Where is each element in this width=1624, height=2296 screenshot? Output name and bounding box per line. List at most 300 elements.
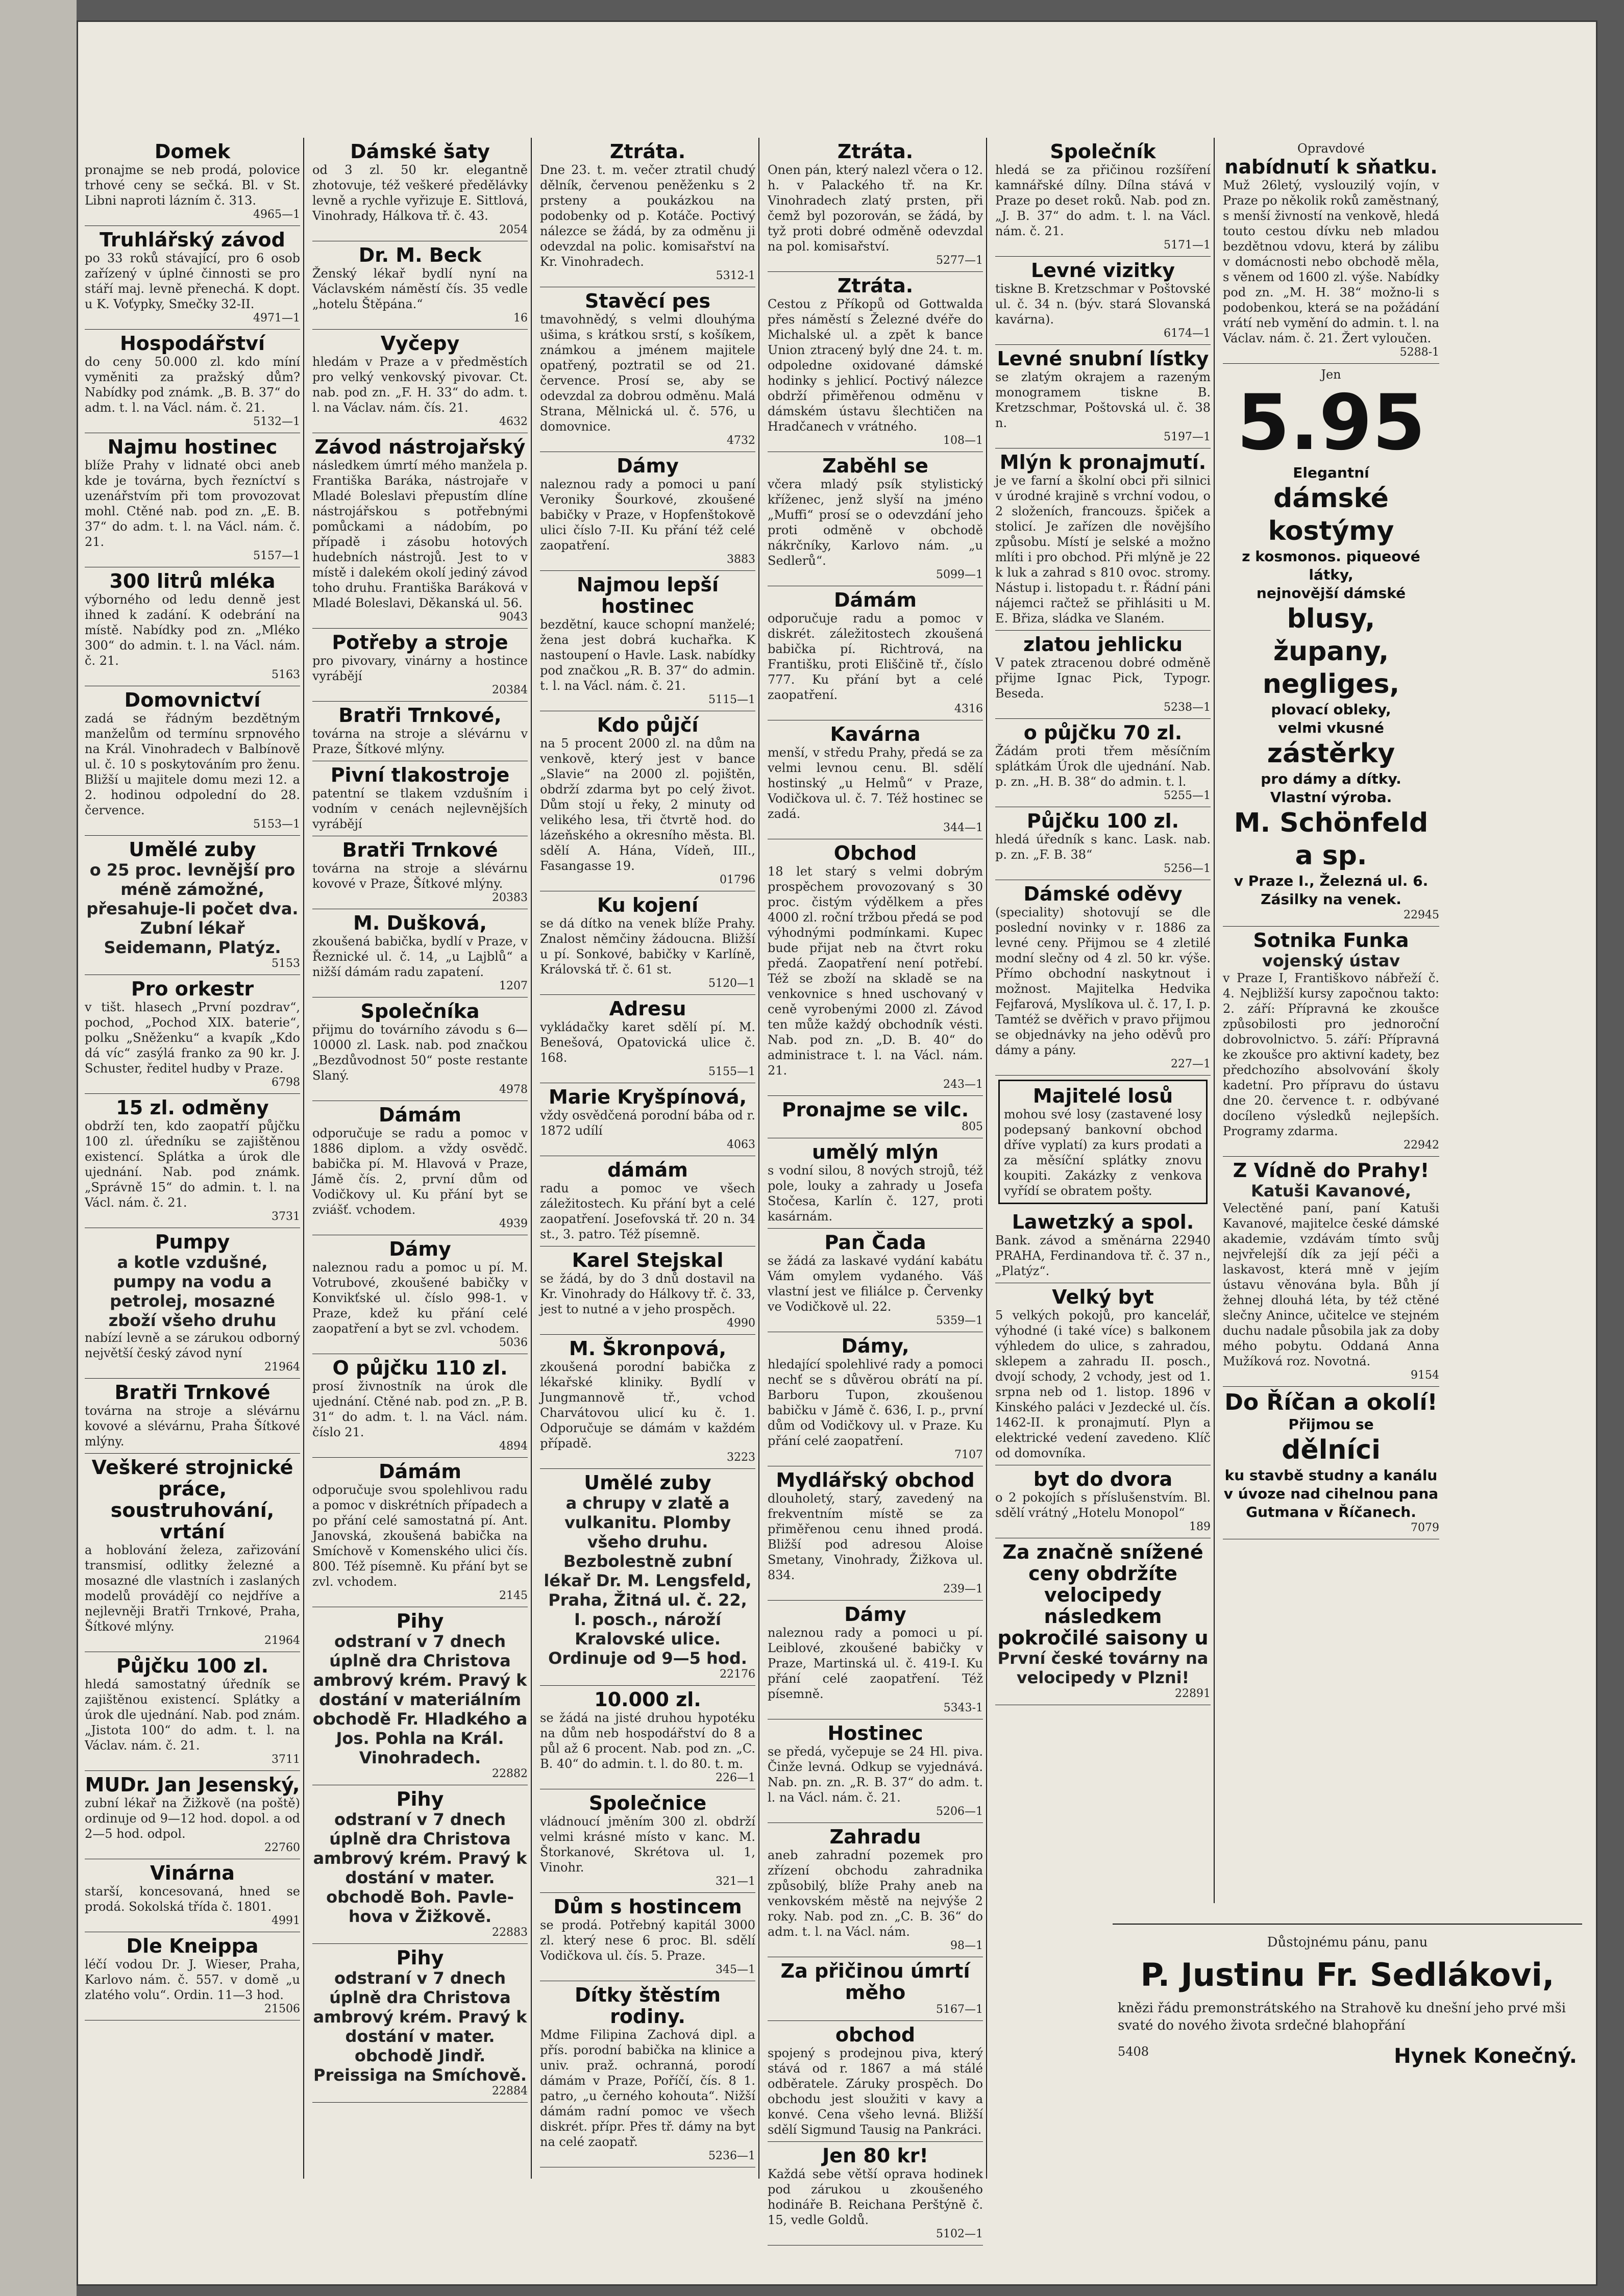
ad-display-line: v Praze I., Železná ul. 6. bbox=[1234, 872, 1429, 889]
ad-number: 3731 bbox=[272, 1210, 300, 1223]
classified-ad bbox=[312, 997, 528, 1101]
ad-number: 4063 bbox=[727, 1138, 755, 1151]
ad-headline: Závod nástrojařský bbox=[314, 436, 526, 458]
ad-number: 5115—1 bbox=[708, 693, 755, 706]
ad-headline: dámám bbox=[607, 1159, 688, 1181]
classified-ad bbox=[540, 452, 755, 571]
ad-headline: 15 zl. odměny bbox=[116, 1096, 269, 1119]
ad-headline: Najmu hostinec bbox=[107, 436, 278, 458]
ad-number: 4894 bbox=[499, 1440, 528, 1453]
ad-body-bold: vojenský ústav bbox=[1262, 951, 1400, 970]
dedication-name: P. Justinu Fr. Sedlákovi, bbox=[1140, 1956, 1555, 1993]
ad-number: 4991 bbox=[272, 1914, 300, 1927]
classified-ad bbox=[995, 880, 1211, 1076]
ad-number: 239—1 bbox=[943, 1583, 983, 1595]
ad-body: se prodá. Potřebný kapitál 3000 zl. který nese 6 proc. Bl. sdělí Vodičkova ul. čís. 5. Praze. bbox=[540, 1918, 755, 1963]
ad-number: 5206—1 bbox=[936, 1805, 983, 1818]
classified-ad bbox=[312, 1101, 528, 1235]
ad-headline: O půjčku 110 zl. bbox=[332, 1357, 508, 1379]
ad-number: 226—1 bbox=[716, 1771, 755, 1784]
classified-ad bbox=[768, 272, 983, 452]
ad-headline: Společnice bbox=[588, 1792, 707, 1814]
ad-body-bold: odstraní v 7 dnech úplně dra Christova ambrový krém. Pravý k dostání v mater. obchodě Boh. Pavle-hova v Žižkově. bbox=[313, 1810, 527, 1926]
ad-body-bold: o 25 proc. levnější pro méně zámožné, přesahuje-li počet dva. Zubní lékař Seidemann, Platýz. bbox=[86, 860, 299, 957]
ad-number: 345—1 bbox=[716, 1963, 755, 1976]
classified-ad bbox=[768, 1823, 983, 1957]
classified-ad bbox=[768, 1719, 983, 1823]
ad-number: 9043 bbox=[499, 611, 528, 623]
classified-ad bbox=[540, 891, 755, 995]
ad-body-bold: odstraní v 7 dnech úplně dra Christova ambrový krém. Pravý k dostání v mater. obchodě Jindř. Preissiga na Smíchově. bbox=[313, 1968, 527, 2085]
ad-body: naleznou rady a pomoci u paní Veroniky Šourkové, zkoušené babičky v Praze, v Hopfenštokově ulici číslo 7-II. Ku přání též celé zaopatření. bbox=[540, 477, 755, 553]
ad-body: se žádá za laskavé vydání kabátu Vám omylem vydaného. Váš vlastní jest ve filiálce p. Červenky ve Vodičkově ul. 22. bbox=[768, 1254, 983, 1314]
ad-display-line: Zásilky na venek. bbox=[1261, 891, 1401, 908]
ad-number: 16 bbox=[513, 312, 528, 325]
ad-body-bold: První české továrny na velocipedy v Plzni! bbox=[997, 1649, 1209, 1687]
ad-number: 5157—1 bbox=[253, 550, 300, 562]
ad-headline: Ztráta. bbox=[609, 140, 686, 163]
ad-headline: Vyčepy bbox=[380, 332, 460, 355]
classified-ad bbox=[85, 433, 300, 567]
ad-headline: Pro orkestr bbox=[131, 978, 254, 1000]
ad-headline: 5.95 bbox=[1236, 379, 1426, 467]
classified-ad bbox=[540, 571, 755, 711]
classified-ad bbox=[768, 2021, 983, 2142]
column-4 bbox=[765, 138, 987, 2240]
ad-display-line: nejnovější dámské bbox=[1256, 585, 1406, 602]
ad-number: 108—1 bbox=[943, 434, 983, 447]
classified-ad bbox=[1223, 138, 1439, 364]
ad-body-bold: Katuši Kavanové, bbox=[1251, 1181, 1411, 1201]
ad-display-line: zástěrky bbox=[1267, 738, 1395, 769]
ad-number: 5343-1 bbox=[943, 1702, 983, 1714]
ad-headline: Domovnictví bbox=[124, 689, 261, 711]
ad-body: výborného od ledu denně jest ihned k zadání. K odebrání na místě. Nabídky pod zn. „Mléko 300“ do admin. t. l. na Václ. nám. č. 21. bbox=[85, 592, 300, 668]
classified-ad bbox=[85, 567, 300, 686]
ad-display-line: ku stavbě studny a kanálu v úvoze nad cihelnou pana Gutmana v Říčanech. bbox=[1223, 1467, 1439, 1520]
ad-number: 1207 bbox=[499, 980, 528, 992]
ad-headline: Hostinec bbox=[827, 1722, 923, 1744]
classified-ad bbox=[85, 1771, 300, 1859]
ad-number: 6798 bbox=[272, 1076, 300, 1089]
ad-headline: Lawetzký a spol. bbox=[1012, 1211, 1194, 1233]
ad-body: odporučuje se radu a pomoc v 1886 diplom. a vždy osvědč. babička pí. M. Hlavová v Praze, Jámě čís. 2, první dům od Vodičkovy ul. Ku přání byt se zviášť. vchodem. bbox=[312, 1126, 528, 1217]
ad-number: 243—1 bbox=[943, 1078, 983, 1091]
ad-headline: Domek bbox=[154, 140, 231, 163]
classified-ad bbox=[995, 1538, 1211, 1705]
ad-body: vždy osvědčená porodní bába od r. 1872 udílí bbox=[540, 1108, 755, 1138]
ad-number: 22882 bbox=[492, 1767, 528, 1780]
ad-body: hledám v Praze a v předměstích pro velký venkovský pivovar. Ct. nab. pod zn. „F. H. 33“ do adm. t. l. na Václav. nám. čís. 21. bbox=[312, 355, 528, 415]
ad-body: 18 let starý s velmi dobrým prospěchem provozovaný s 30 proc. čistým výdělkem a přes 4000 zl. roční tržbou předá se pod výhodnými podmínkami. Kupec bude přijat neb na čtvrt roku předá. Zaopatření není potřebí. Též se zboží na skladě se na venkovnice s hned uschovaný v ceně vyrobenými 2000 zl. Závod ten může každý obchodník vésti. Nab. pod zn. „D. B. 40“ do administrace t. l. na Václ. nám. 21. bbox=[768, 864, 983, 1078]
column-6 bbox=[1220, 138, 1442, 1903]
ad-headline: Pumpy bbox=[155, 1231, 230, 1253]
ad-headline: Hospodářství bbox=[120, 332, 265, 355]
ad-body: 5 velkých pokojů, pro kancelář, výhodné (i také více) s balkonem výhledem do ulice, s zahradou, sklepem a zahradu II. posch., dvojí schody, 2 vchody, jest od 1. srpna neb od 1. listop. 1896 v Kinského paláci v Jezdecké ul. čís. 1462-II. k pronajmutí. Plyn a elektrické vedení zavedeno. Klíč od domovníka. bbox=[995, 1308, 1211, 1460]
dedication-signature: Hynek Konečný. bbox=[1394, 2044, 1577, 2068]
classified-ad bbox=[768, 138, 983, 272]
ad-number: 5255—1 bbox=[1164, 789, 1211, 802]
ad-headline: Dámy bbox=[617, 455, 679, 477]
ad-number: 5153—1 bbox=[253, 818, 300, 831]
ad-body: starší, koncesovaná, hned se prodá. Sokolská třída č. 1801. bbox=[85, 1884, 300, 1914]
ad-headline: Pihy bbox=[396, 1610, 444, 1632]
ad-headline: Marie Kryšpínová, bbox=[548, 1086, 747, 1108]
ad-headline: Bratři Trnkové bbox=[114, 1381, 270, 1404]
ad-headline: Bratři Trnkové bbox=[342, 839, 498, 861]
classified-ad bbox=[540, 1156, 755, 1246]
ad-number: 4990 bbox=[727, 1317, 755, 1330]
ad-headline: Levné snubní lístky bbox=[997, 347, 1209, 370]
ad-number: 22891 bbox=[1175, 1687, 1211, 1700]
ad-body: V patek ztracenou dobré odměně přijme Ignac Pick, Typogr. Beseda. bbox=[995, 656, 1211, 701]
ad-body: hledá se za přičinou rozšíření kamnářské dílny. Dílna stává v Praze po deset roků. Nab. pod zn. „J. B. 37“ do adm. t. l. na Václ. nám. č. 21. bbox=[995, 163, 1211, 238]
classified-ad bbox=[312, 1944, 528, 2103]
ad-number: 20384 bbox=[492, 684, 528, 696]
ad-body: nabízí levně a se zárukou odborný největší český závod nyní bbox=[85, 1331, 300, 1360]
ad-prefix: Jen bbox=[1321, 367, 1341, 382]
ad-headline: Bratři Trnkové, bbox=[338, 704, 502, 727]
classified-ad bbox=[995, 1283, 1211, 1465]
ad-headline: Dámy bbox=[844, 1603, 906, 1626]
classified-ad bbox=[540, 711, 755, 891]
ad-display-line: plovací obleky, bbox=[1271, 701, 1391, 718]
classified-ad bbox=[312, 1235, 528, 1354]
ad-headline: Levné vizitky bbox=[1031, 259, 1175, 282]
ad-number: 7079 bbox=[1411, 1521, 1439, 1534]
ad-headline: Ztráta. bbox=[837, 274, 914, 297]
ad-headline: Pihy bbox=[396, 1946, 444, 1969]
classified-ad bbox=[768, 1332, 983, 1466]
classified-ad bbox=[1223, 1157, 1439, 1387]
ad-headline: Mlýn k pronajmutí. bbox=[999, 451, 1207, 473]
ad-display-line: blusy, bbox=[1287, 604, 1375, 634]
ad-body: továrna na stroje a slévárnu kovové a slévárnu, Praha Šítkové mlýny. bbox=[85, 1404, 300, 1449]
ad-body: hledá samostatný úředník se zajištěnou existencí. Splátky a úrok dle ujednání. Nab. pod znám. „Jistota 100“ do adm. t. l. na Václav. nám. č. 21. bbox=[85, 1677, 300, 1753]
ad-body: naleznou radu a pomoc u pí. M. Votrubové, zkoušené babičky v Konvikťské ul. číslo 998-1. v Praze, kdež ku přání celé zaopatření a byt se zvl. vchodem. bbox=[312, 1260, 528, 1336]
ad-body: včera mladý psík stylistický kříženec, jenž slyší na jméno „Muffi“ prosí se o odevzdání jeho proti odměně v obchodě nákrčníky, Karlovo nám. „u Sedlerů“. bbox=[768, 477, 983, 568]
classified-ad bbox=[312, 138, 528, 241]
classified-ad bbox=[540, 1789, 755, 1893]
ad-number: 5256—1 bbox=[1164, 862, 1211, 875]
classified-ad bbox=[85, 1652, 300, 1771]
ad-headline: Dámám bbox=[833, 589, 917, 611]
ad-headline: Společník bbox=[1050, 140, 1156, 163]
ad-display-line: z kosmonos. piqueové látky, bbox=[1242, 548, 1420, 583]
classified-ad bbox=[998, 1080, 1208, 1204]
classified-ad bbox=[85, 1859, 300, 1932]
ad-headline: byt do dvora bbox=[1033, 1468, 1173, 1490]
ad-number: 5197—1 bbox=[1164, 431, 1211, 443]
ad-number: 98—1 bbox=[950, 1939, 983, 1952]
ad-headline: Půjčku 100 zl. bbox=[1026, 810, 1179, 832]
classified-ad bbox=[312, 433, 528, 629]
ad-headline: Dámám bbox=[378, 1460, 462, 1483]
column-2 bbox=[309, 138, 532, 2179]
dedication-text: knězi řádu premonstrátského na Strahově ku dnešní jeho prvé mši svaté do nového života srdečné blahopřání bbox=[1118, 2001, 1566, 2033]
ad-body: zkoušená porodní babička z lékařské kliniky. Bydlí v Jungmannově tř., vchod Charvátovou ulicí ku č. 1. Odporučuje se dámám v každém případě. bbox=[540, 1360, 755, 1451]
ad-number: 21964 bbox=[264, 1361, 300, 1374]
classified-ad bbox=[312, 1785, 528, 1944]
ad-number: 321—1 bbox=[716, 1875, 755, 1888]
ad-headline: Z Vídně do Prahy! bbox=[1233, 1159, 1430, 1182]
classified-ad bbox=[995, 719, 1211, 807]
ad-body: Žádám proti třem měsíčním splátkám Úrok dle ujednání. Nab. p. zn. „H. B. 38“ do admin. t. l. bbox=[995, 744, 1211, 789]
classified-ad bbox=[768, 452, 983, 586]
ad-body: o 2 pokojích s příslušenstvím. Bl. sdělí vrátný „Hotelu Monopol“ bbox=[995, 1490, 1211, 1520]
ad-number: 20383 bbox=[492, 891, 528, 904]
dedication-line1: Důstojnému pánu, panu bbox=[1267, 1935, 1428, 1950]
column-3 bbox=[537, 138, 759, 2179]
ad-body: Každá sebe větší oprava hodinek pod zárukou u zkoušeného hodináře B. Reichana Perštýně č. 15, vedle Goldů. bbox=[768, 2167, 983, 2227]
ad-body: a hoblování železa, zařizování transmisí, odlitky železné a mosazné dle vlastních i zaslaných modelů provádějí co nejdříve a nejlevněji Bratři Trnkové, Praha, Šítkové mlýny. bbox=[85, 1543, 300, 1634]
classified-ad bbox=[540, 287, 755, 452]
ad-headline: Majitelé losů bbox=[1032, 1085, 1173, 1107]
classified-ad bbox=[995, 448, 1211, 631]
ad-headline: Do Říčan a okolí! bbox=[1224, 1389, 1438, 1415]
ad-prefix: Opravdové bbox=[1297, 141, 1365, 156]
newspaper-page bbox=[77, 20, 1597, 2286]
ad-headline: nabídnutí k sňatku. bbox=[1224, 156, 1438, 178]
ad-display-line: Vlastní výroba. bbox=[1270, 789, 1392, 806]
ad-number: 5153 bbox=[272, 957, 300, 970]
ad-headline: Společníka bbox=[360, 1000, 480, 1022]
classified-ad bbox=[768, 1466, 983, 1601]
ad-body: se žádá na jisté druhou hypotéku na dům neb hospodářství do 8 a půl až 6 procent. Nab. pod zn. „C. B. 40“ do admin. t. l. do 80. t. m. bbox=[540, 1711, 755, 1771]
ad-body: Mdme Filipina Zachová dipl. a přís. porodní babička na klinice a univ. praž. ochranná, porodí dámám v Praze, Poříčí, čís. 8 1. patro, „u černého kohouta“. Nižší dámám radní pomoc ve všech diskrét. přípr. Přes tř. dámy na byt na celé zaopatř. bbox=[540, 2028, 755, 2149]
ad-headline: Za značně snížené ceny obdržíte velocipedy následkem pokročilé saisony u bbox=[997, 1541, 1209, 1649]
ad-headline: Pronajme se vilc. bbox=[781, 1099, 969, 1121]
ad-body: tiskne B. Kretzschmar v Poštovské ul. č. 34 n. (býv. stará Slovanská kavárna). bbox=[995, 282, 1211, 327]
classified-ad bbox=[540, 1981, 755, 2167]
dedication-box bbox=[1113, 1924, 1582, 2148]
classified-ad bbox=[312, 1354, 528, 1458]
ad-body: aneb zahradní pozemek pro zřízení obchodu zahradnika způsobilý, blíže Prahy aneb na venkovském městě na nejvýše 2 roky. Nab. pod zn. „C. B. 36“ do adm. t. l. na Václ. nám. bbox=[768, 1848, 983, 1939]
ad-body: Ženský lékař bydlí nyní na Václavském náměstí čís. 35 vedle „hotelu Štěpána.“ bbox=[312, 266, 528, 311]
ad-body: bezdětní, kauce schopní manželé; žena jest dobrá kuchařka. K nastoupení o Havle. Lask. nabídky pod značkou „R. B. 37“ do admin. t. l. na Václ. nám. č. 21. bbox=[540, 617, 755, 693]
ad-number: 4978 bbox=[499, 1083, 528, 1096]
ad-number: 5312-1 bbox=[716, 269, 755, 282]
ad-display-line: Elegantní bbox=[1293, 464, 1369, 481]
ad-headline: Karel Stejskal bbox=[572, 1249, 724, 1271]
column-1 bbox=[82, 138, 304, 2179]
ad-number: 805 bbox=[962, 1120, 983, 1133]
ad-number: 22942 bbox=[1404, 1139, 1439, 1152]
ad-headline: Mydlářský obchod bbox=[776, 1469, 975, 1491]
ad-number: 227—1 bbox=[1171, 1058, 1211, 1070]
classified-ad bbox=[85, 1454, 300, 1652]
ad-headline: 300 litrů mléka bbox=[109, 570, 276, 592]
classified-ad bbox=[995, 257, 1211, 345]
ad-number: 5102—1 bbox=[936, 2228, 983, 2240]
ad-body: továrna na stroje a slévárnu kovové v Praze, Šítkové mlýny. bbox=[312, 861, 528, 891]
classified-ad bbox=[768, 1096, 983, 1138]
ad-number: 5288-1 bbox=[1399, 346, 1439, 359]
ad-body: zadá se řádným bezdětným manželům od termínu srpnového na Král. Vinohradech v Balbínově ul. č. 10 s poskytováním pro ženu. Bližší u majitele domu mezi 12. a 2. hodinou odpolední do 28. července. bbox=[85, 711, 300, 817]
ad-headline: Ztráta. bbox=[837, 140, 914, 163]
ad-body: od 3 zl. 50 kr. elegantně zhotovuje, též veškeré předělávky levně a rychle vyřizuje E. Sittlová, Vinohrady, Hálkova tř. č. 43. bbox=[312, 163, 528, 223]
ad-body: se předá, vyčepuje se 24 Hl. piva. Činže levná. Odkup se vyjednává. Nab. pn. zn. „R. B. 37“ do adm. t. l. na Václ. nám. č. 21. bbox=[768, 1744, 983, 1805]
ad-body: dlouholetý, starý, zavedený na frekventním místě se za přiměřenou cenu ihned prodá. Bližší pod adresou Aloise Smetany, Vinohrady, Žižkova ul. 834. bbox=[768, 1491, 983, 1582]
ad-headline: Dámské oděvy bbox=[1023, 883, 1183, 905]
classified-ad bbox=[312, 1607, 528, 1785]
ad-body: se zlatým okrajem a razeným monogramem tiskne B. Kretzschmar, Poštovská ul. č. 38 n. bbox=[995, 370, 1211, 430]
ad-number: 21506 bbox=[264, 2003, 300, 2015]
ad-body: vládnoucí jměním 300 zl. obdrží velmi krásné místo v kanc. M. Štorkanové, Skrétova ul. 1, Vinohr. bbox=[540, 1814, 755, 1875]
ad-body: přijmu do továrního závodu s 6—10000 zl. Lask. nab. pod značkou „Bezdůvodnost 50“ poste restante Slaný. bbox=[312, 1022, 528, 1083]
classified-ad bbox=[1223, 364, 1439, 927]
ad-number: 4732 bbox=[727, 434, 755, 447]
ad-headline: Potřeby a stroje bbox=[332, 631, 508, 654]
classified-ad bbox=[1223, 927, 1439, 1157]
classified-ad bbox=[768, 839, 983, 1096]
ad-headline: obchod bbox=[835, 2024, 916, 2046]
ad-number: 5171—1 bbox=[1164, 239, 1211, 252]
ad-display-line: župany, bbox=[1273, 636, 1389, 667]
classified-ad bbox=[312, 761, 528, 836]
ad-number: 5163 bbox=[272, 668, 300, 681]
ad-headline: 10.000 zl. bbox=[594, 1688, 701, 1711]
classified-ad bbox=[768, 2142, 983, 2245]
ad-headline: Za přičinou úmrtí měho bbox=[780, 1960, 970, 2004]
ad-body: mohou své losy (zastavené losy podepsaný bankovní obchod dříve vyplatí) za kurs prodati a za měsíční splátky znovu koupiti. Zakázky z venkova vyřídí se obratem pošty. bbox=[1004, 1107, 1202, 1198]
ad-body: léčí vodou Dr. J. Wieser, Praha, Karlovo nám. č. 557. v domě „u zlatého volu“. Ordin. 11—3 hod. bbox=[85, 1957, 300, 2002]
ad-body: se žádá, by do 3 dnů dostavil na Kr. Vinohrady do Hálkovy tř. č. 33, jest to nutné a v jeho prospěch. bbox=[540, 1271, 755, 1316]
ad-headline: Půjčku 100 zl. bbox=[116, 1655, 269, 1677]
classified-ad bbox=[540, 1335, 755, 1469]
classified-ad bbox=[540, 1083, 755, 1156]
classified-ad bbox=[768, 1138, 983, 1229]
ad-headline: Dr. M. Beck bbox=[358, 244, 482, 266]
ad-number: 5167—1 bbox=[936, 2003, 983, 2016]
ad-number: 5120—1 bbox=[708, 977, 755, 990]
ad-body: na 5 procent 2000 zl. na dům na venkově, který jest v bance „Slavie“ na 2000 zl. pojištěn, obdrží zdarma byt po celý život. Dům stojí u řeky, 2 minuty od velikého lesa, tři čtvrtě hod. do lázeňského a okresního města. Bl. sdělí A. Hána, Vídeň, III., Fasangasse 19. bbox=[540, 736, 755, 873]
classified-ad bbox=[995, 138, 1211, 257]
classified-ad bbox=[85, 1932, 300, 2020]
ad-number: 4965—1 bbox=[253, 208, 300, 221]
ad-headline: Sotnika Funka bbox=[1253, 929, 1409, 952]
ad-number: 3223 bbox=[727, 1451, 755, 1464]
ad-body: pronajme se neb prodá, polovice trhové ceny se sečká. Bl. v St. Libni naproti lázním č. 313. bbox=[85, 163, 300, 208]
ad-body: Velectěné paní, paní Katuši Kavanové, majitelce české dámské akademie, vzdávám tímto svůj nejvřelejší dík za její péči a laskavost, která mně v jejím ústavu věnována byla. Bůh jí žehnej dlouhá léta, by též ctěné slečny Anince, učitelce ve stejném duchu nadale působila jak za doby mého pobytu. Oddaná Anna Mužíková roz. Novotná. bbox=[1223, 1201, 1439, 1368]
ad-body: prosí živnostník na úrok dle ujednání. Ctěné nab. pod zn. „P. B. 31“ do adm. t. l. na Václ. nám. číslo 21. bbox=[312, 1379, 528, 1439]
ad-number: 4316 bbox=[954, 703, 983, 715]
ad-headline: MUDr. Jan Jesenský, bbox=[85, 1774, 300, 1796]
ad-headline: umělý mlýn bbox=[812, 1141, 939, 1163]
ad-headline: Ku kojení bbox=[597, 894, 699, 916]
classified-ad bbox=[1223, 1387, 1439, 1539]
classified-ad bbox=[995, 1465, 1211, 1538]
classified-ad bbox=[768, 586, 983, 720]
ad-headline: Pan Čada bbox=[824, 1231, 926, 1254]
classified-ad bbox=[995, 807, 1211, 880]
ad-headline: zlatou jehlicku bbox=[1023, 633, 1183, 656]
classified-ad bbox=[768, 1601, 983, 1719]
dedication-number: 5408 bbox=[1118, 2044, 1149, 2059]
classified-ad bbox=[995, 631, 1211, 719]
classified-ad bbox=[540, 1893, 755, 1981]
classified-ad bbox=[85, 330, 300, 433]
classified-ad bbox=[768, 720, 983, 839]
ad-number: 22884 bbox=[492, 2085, 528, 2098]
ad-headline: Dámám bbox=[378, 1104, 462, 1126]
classified-ad bbox=[312, 909, 528, 997]
classified-ad bbox=[540, 1686, 755, 1789]
ad-headline: Obchod bbox=[833, 842, 917, 864]
ad-body-bold: a chrupy v zlatě a vulkanitu. Plomby všeho druhu. Bezbolestně zubní lékař Dr. M. Lengsfeld, Praha, Žitná ul. č. 22, I. posch., nároží Kralovské ulice. Ordinuje od 9—5 hod. bbox=[544, 1493, 752, 1668]
ad-display-line: M. Schönfeld a sp. bbox=[1234, 808, 1429, 871]
ad-headline: Dle Kneippa bbox=[126, 1935, 259, 1957]
ad-body: zubní lékař na Žižkově (na poště) ordinuje od 9—12 hod. dopol. a od 2—5 hod. odpol. bbox=[85, 1796, 300, 1841]
ad-body: se dá dítko na venek blíže Prahy. Znalost němčiny žádoucna. Bližší u pí. Sonkové, babičky v Karlíně, Královská tř. č. 61 st. bbox=[540, 916, 755, 977]
ad-body: Dne 23. t. m. večer ztratil chudý dělník, červenou peněženku s 2 prsteny a poukázkou na podobenky od p. Kotáče. Poctivý nálezce se žádá, by za odměnu ji odevzdal na polic. komisařství na Kr. Vinohradech. bbox=[540, 163, 755, 269]
ad-number: 22176 bbox=[720, 1668, 755, 1681]
ad-body: po 33 roků stávající, pro 6 osob zařízený v úplné činnosti se pro stáří maj. levně přenechá. K dopt. u K. Voťypky, Smečky 32-II. bbox=[85, 251, 300, 311]
ad-headline: Vinárna bbox=[150, 1862, 235, 1884]
classified-ad bbox=[312, 1458, 528, 1607]
ad-body: v Praze I, Františkovo nábřeží č. 4. Nejbližší kursy započnou takto: 2. září: Přípravná ke zkoušce způsobilosti pro jednoroční dobrovolnictvo. 5. září: Přípravná ke zkoušce pro aktivní kadety, bez předchozího absolvování školy kadetní. Pro přípravu do ústavu dne 20. července t. r. odbývané docíleno výsledků nejlepších. Programy zdarma. bbox=[1223, 971, 1439, 1138]
ad-body: odporučuje svou spolehlivou radu a pomoc v diskrétních případech a po přání celé samostatná pí. Ant. Janovská, zkoušená babička na Smíchově v Komenského ulici čís. 800. Též písemně. Ku přání byt se zvl. vchodem. bbox=[312, 1483, 528, 1589]
ad-number: 5236—1 bbox=[708, 2150, 755, 2162]
ad-number: 4939 bbox=[499, 1217, 528, 1230]
ad-headline: Veškeré strojnické práce, soustruhování, vrtání bbox=[91, 1456, 293, 1543]
ad-display-line: velmi vkusné bbox=[1278, 719, 1384, 736]
classified-ad bbox=[995, 345, 1211, 448]
ad-display-line: negliges, bbox=[1262, 669, 1400, 700]
ad-body: spojený s prodejnou piva, který stává od r. 1867 a má stálé odběratele. Záruky prospěch. Do obchodu jest sloužiti v kavy a konvé. Cena všeho levná. Bližší sdělí Sigmund Tausig na Pankráci. bbox=[768, 2046, 983, 2137]
ad-number: 2145 bbox=[499, 1589, 528, 1602]
ad-number: 5277—1 bbox=[936, 254, 983, 267]
ad-headline: Umělé zuby bbox=[129, 838, 256, 861]
classified-ad bbox=[312, 702, 528, 761]
ad-body: zkoušená babička, bydlí v Praze, v Řeznické ul. č. 14, „u Lajblů“ a nižší dámám radu zapatení. bbox=[312, 934, 528, 979]
ad-display-line: dámské bbox=[1273, 483, 1389, 514]
ad-number: 21964 bbox=[264, 1634, 300, 1647]
ad-headline: Stavěcí pes bbox=[584, 290, 711, 312]
ad-body: vykládačky karet sdělí pí. M. Benešová, Opatovická ulice č. 168. bbox=[540, 1020, 755, 1065]
ad-body: pro pivovary, vinárny a hostince vyrábějí bbox=[312, 654, 528, 683]
ad-headline: Dítky štěstím rodiny. bbox=[575, 1984, 721, 2028]
ad-headline: Jen 80 kr! bbox=[822, 2144, 928, 2167]
ad-headline: Truhlářský závod bbox=[100, 229, 285, 251]
ad-number: 22883 bbox=[492, 1926, 528, 1939]
classified-ad bbox=[85, 1094, 300, 1228]
ad-headline: Pihy bbox=[396, 1788, 444, 1810]
ad-number: 4632 bbox=[499, 415, 528, 428]
ad-body: (speciality) shotovují se dle poslední novinky v r. 1886 za levné ceny. Přijmou se 4 zletilé modní slečny od 4 zl. 50 kr. výše. Přímo obchodní naskytnout i možnost. Majitelka Hedvika Fejfarová, Myslíkova ul. č. 17, I. p. Tamtéž se dvěřich v pravo přijmou se objednávky na jeho oděvů pro dámy a pány. bbox=[995, 905, 1211, 1057]
ad-body: hledá úředník s kanc. Lask. nab. p. zn. „F. B. 38“ bbox=[995, 832, 1211, 862]
ad-headline: Zaběhl se bbox=[822, 455, 928, 477]
ad-body: následkem úmrtí mého manžela p. Františka Baráka, nástrojaře v Mladé Boleslavi přepustím dlíne nástrojářskou s potřebnými pomůckami a nádobím, po případě i zásobu hotových hudebních nástrojů. Jest to v místě i dalekém okolí jediný závod toho druhu. Františka Baráková v Mladé Boleslavi, Děkanská ul. 56. bbox=[312, 458, 528, 610]
ad-headline: Pivní tlakostroje bbox=[330, 764, 510, 786]
ad-display-line: dělníci bbox=[1282, 1435, 1381, 1465]
classified-ad bbox=[995, 1208, 1211, 1283]
classified-ad bbox=[540, 1469, 755, 1686]
ad-number: 22945 bbox=[1404, 909, 1439, 921]
classified-ad bbox=[768, 1957, 983, 2021]
ad-body: patentní se tlakem vzdušním i vodním v cenách nejlevnějších vyrábějí bbox=[312, 786, 528, 831]
ad-headline: M. Dušková, bbox=[353, 912, 487, 934]
ad-body: hledající spolehlivé rady a pomoci nechť se s důvěrou obrátí na pí. Barboru Tupon, zkoušenou babičku v Jámě č. 636, I. p., první dům od Vodičkovy ul. v Praze. Ku přání celé zaopatření. bbox=[768, 1357, 983, 1448]
ad-number: 5155—1 bbox=[708, 1065, 755, 1078]
ad-number: 5036 bbox=[499, 1336, 528, 1349]
ad-body: radu a pomoc ve všech záležitostech. Ku přání byt a celé zaopatření. Josefovská tř. 20 n. 34 st., 3. patro. Též písemně. bbox=[540, 1181, 755, 1241]
ad-body: Bank. závod a směnárna 22940 PRAHA, Ferdinandova tř. č. 37 n., „Platýz“. bbox=[995, 1233, 1211, 1278]
classified-ad bbox=[85, 1228, 300, 1379]
ad-body: je ve farní a školní obci při silnici v úrodné krajině s vrchní vodou, o 2 složeních, francouzs. špiček a stolicí. Je zařízen dle novějšího způsobu. Místí je selské a možno mlíti i pro obchod. Při mlýně je 22 k luk a zahrad s 810 ovoc. stromy. Nástup i. listopadu t. r. Řádní páni nájemci račtež se přihlásiti u M. E. Břiza, sládka ve Slaném. bbox=[995, 473, 1211, 626]
classified-ad bbox=[85, 226, 300, 330]
ad-number: 01796 bbox=[720, 874, 755, 886]
